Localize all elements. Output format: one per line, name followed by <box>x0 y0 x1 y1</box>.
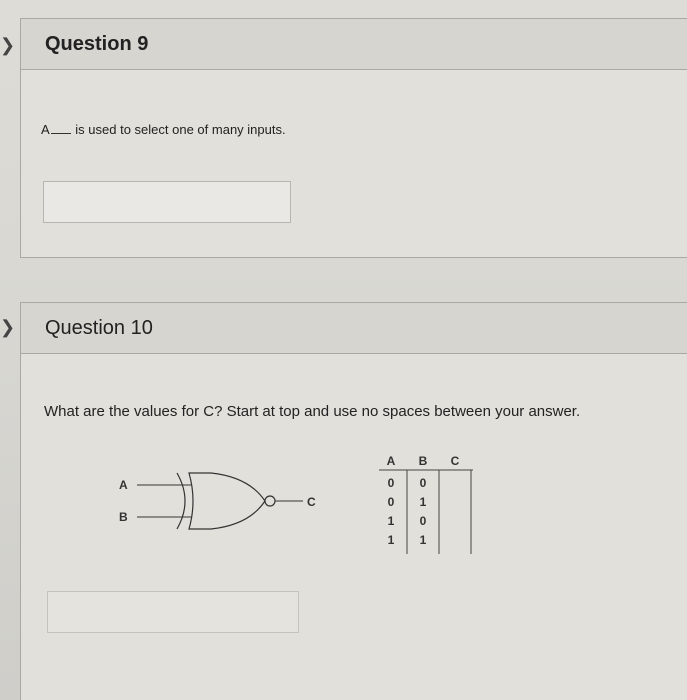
truth-table-cell-r3-a: 1 <box>387 514 395 528</box>
question-10-answer-input[interactable] <box>47 591 299 633</box>
truth-table <box>379 450 479 554</box>
question-10-panel <box>20 302 687 700</box>
question-10-collapse-arrow-icon[interactable]: ❯ <box>0 317 16 337</box>
question-9-text <box>41 122 286 137</box>
truth-table-cell-r3-b: 0 <box>419 514 427 528</box>
gate-inversion-bubble <box>265 496 275 506</box>
question-9-header <box>21 19 687 70</box>
nor-gate-diagram <box>111 461 331 541</box>
gate-body <box>189 473 265 529</box>
truth-table-cell-r4-b: 1 <box>419 533 427 547</box>
truth-table-cell-r2-a: 0 <box>387 495 395 509</box>
question-9-text-end: is used to select one of many inputs. <box>75 122 286 137</box>
gate-output-c-label: C <box>307 495 316 509</box>
truth-table-cell-r1-b: 0 <box>419 476 427 490</box>
question-10-text: What are the values for C? Start at top and use no spaces between your answer. <box>44 403 581 420</box>
truth-table-cell-r1-a: 0 <box>387 476 395 490</box>
question-9-answer-input[interactable] <box>43 181 291 223</box>
truth-table-cell-r2-b: 1 <box>419 495 427 509</box>
truth-table-header-b: B <box>418 454 428 468</box>
gate-input-b-label: B <box>119 510 128 524</box>
question-10-header <box>21 303 687 354</box>
gate-input-curve <box>177 473 185 529</box>
truth-table-header-a: A <box>386 454 396 468</box>
question-9-collapse-arrow-icon[interactable]: ❯ <box>0 35 16 55</box>
question-9-panel <box>20 18 687 258</box>
truth-table-cell-r4-a: 1 <box>387 533 395 547</box>
question-10-title: Question 10 <box>45 317 153 339</box>
question-9-blank <box>51 133 71 134</box>
question-9-text-start: A <box>41 122 50 137</box>
truth-table-header-c: C <box>450 454 460 468</box>
gate-input-a-label: A <box>119 478 128 492</box>
question-9-title: Question 9 <box>45 33 149 55</box>
